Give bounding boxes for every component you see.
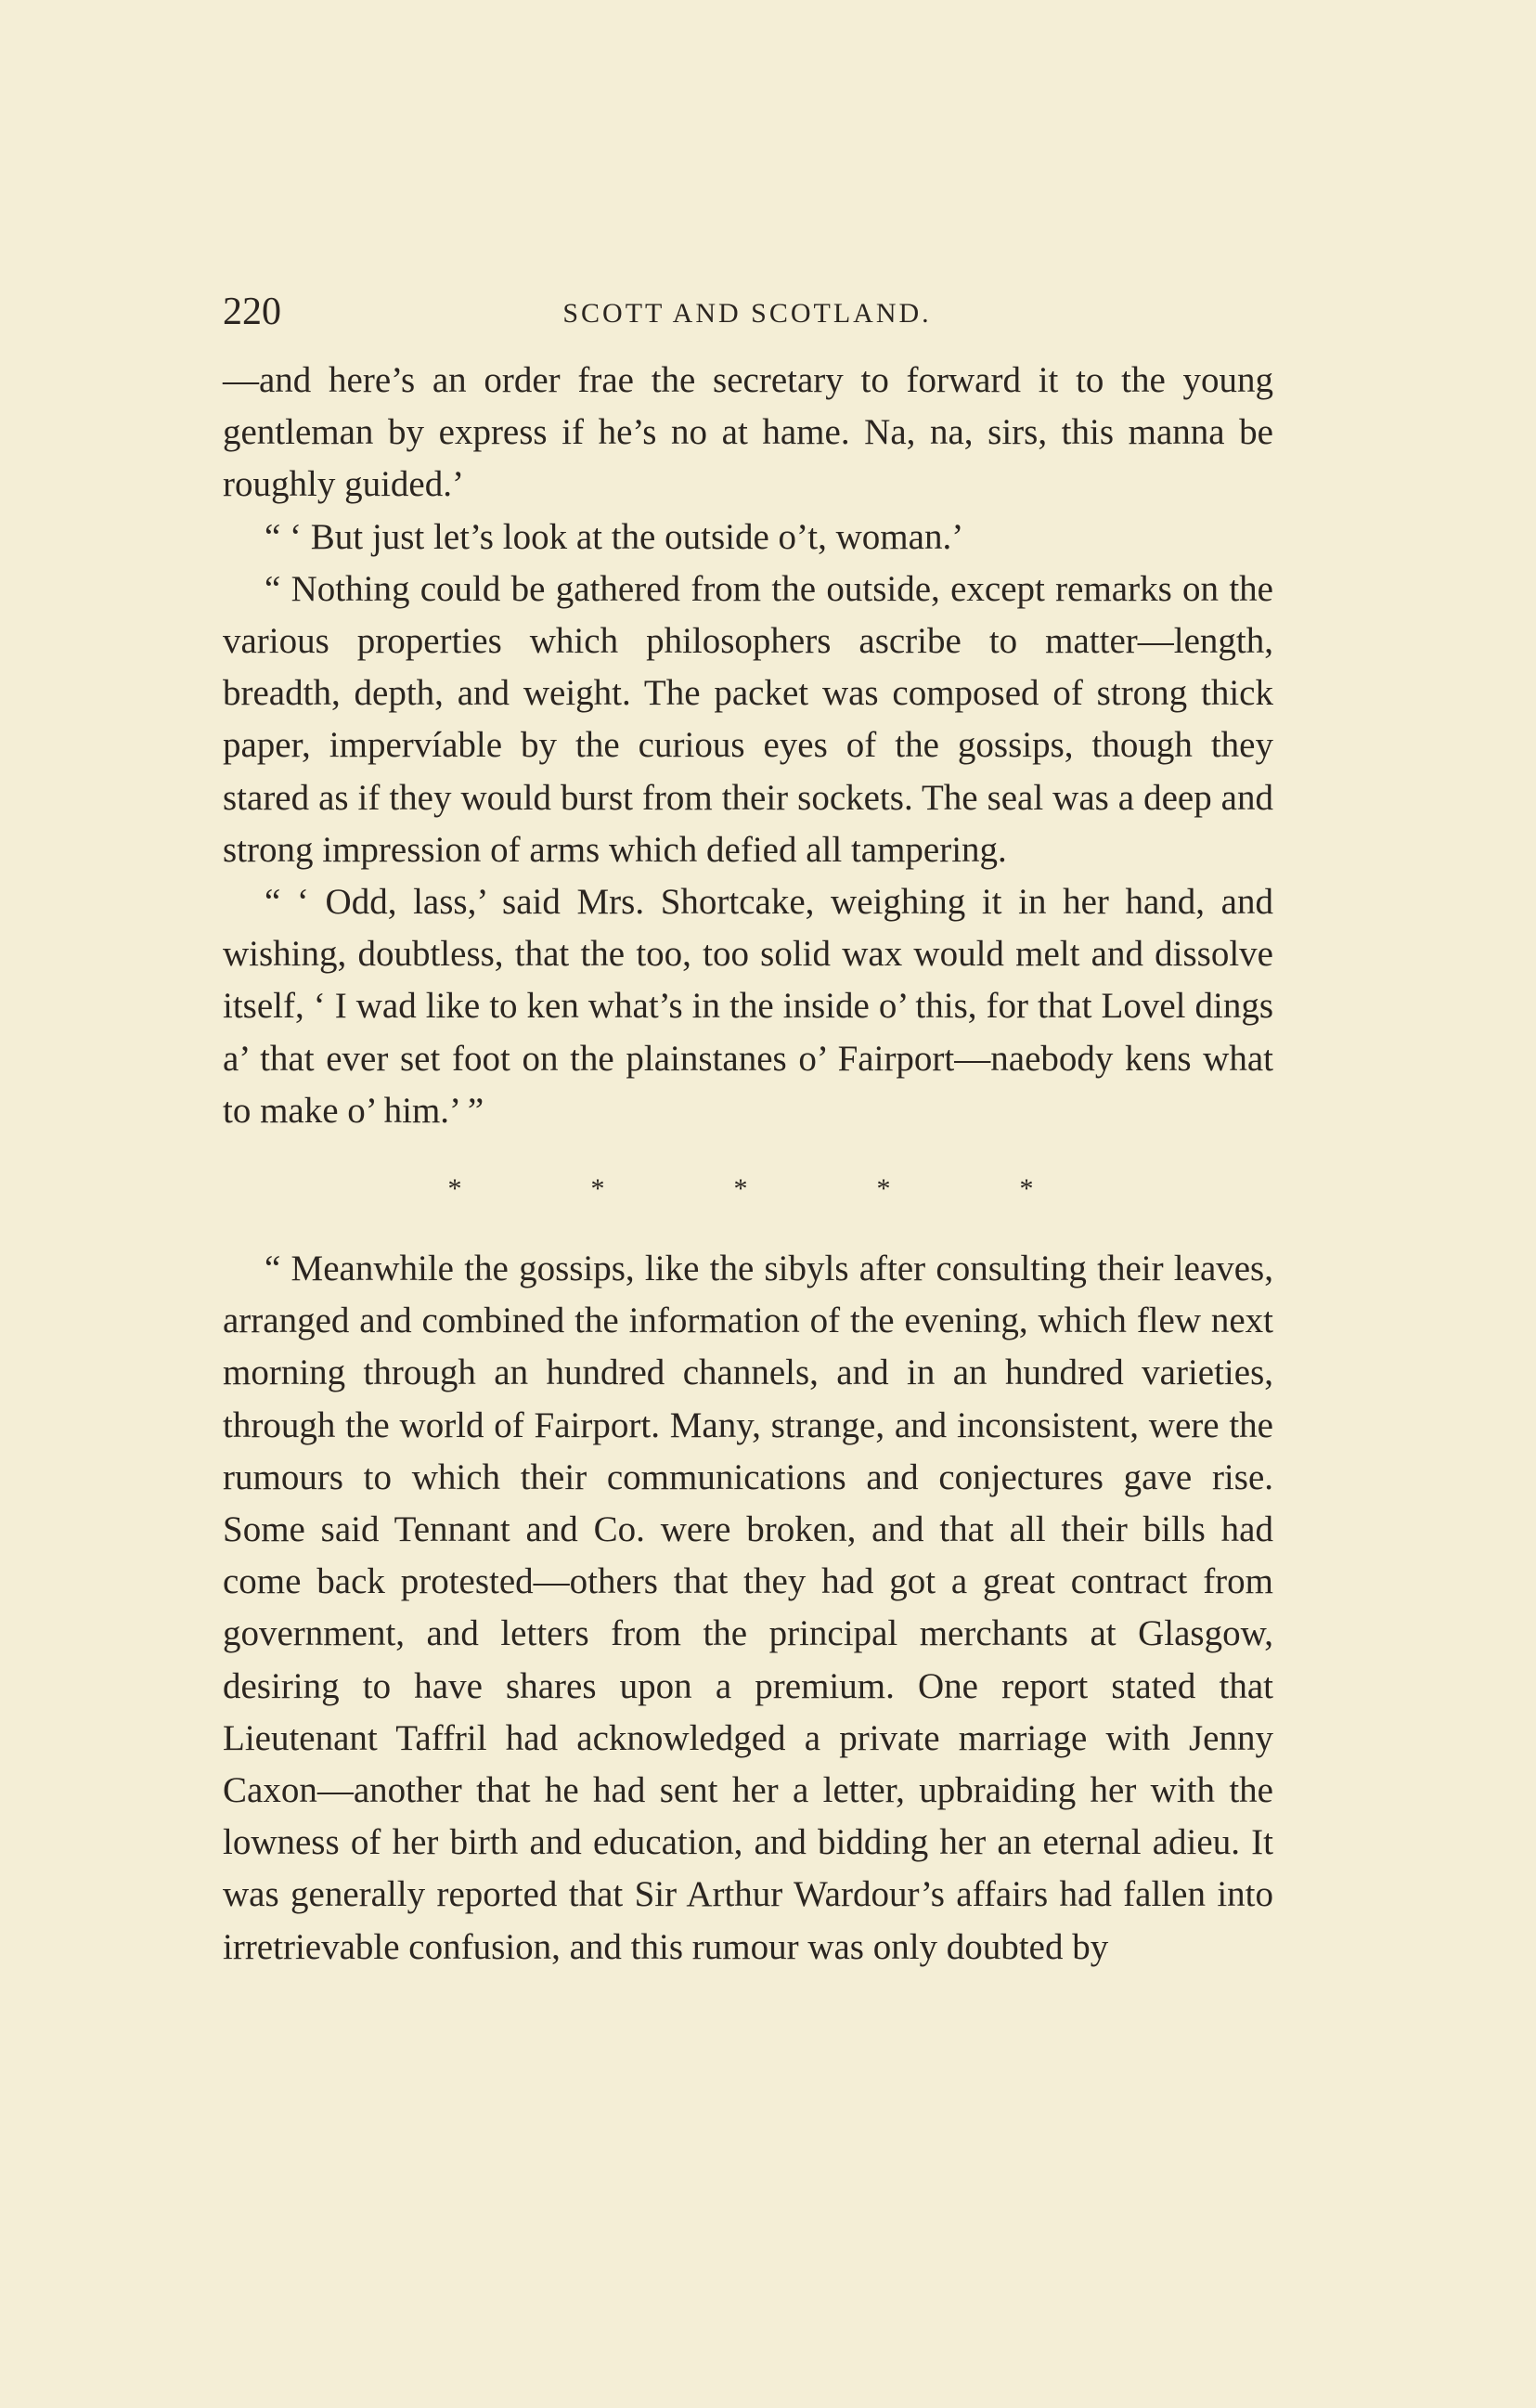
asterisk: *: [590, 1173, 605, 1205]
running-title: SCOTT AND SCOTLAND.: [562, 298, 932, 329]
asterisk: *: [876, 1173, 891, 1205]
paragraph: “ ‘ Odd, lass,’ said Mrs. Shortcake, weighing it in her hand, and wishing, doubtless, that the too, too solid wax would melt and dissolve itself, ‘ I wad like to ken what’s in the inside o’ this, for that Lovel dings a’ that ever set foot on the plainstanes o’ Fairport—naebody kens what to make o’ him.’ ”: [223, 882, 1273, 1131]
paragraph: “ Meanwhile the gossips, like the sibyls after consulting their leaves, arranged and combined the information of the evening, which flew next morning through an hundred channels, and in an hundred varieties, through the world of Fairport. Many, strange, and inconsistent, were the rumours to which their communications and conjectures gave rise. Some said Tennant and Co. were broken, and that all their bills had come back protested—others that they had got a great contract from government, and letters from the principal merchants at Glasgow, desiring to have shares upon a premium. One report stated that Lieutenant Taffril had acknowledged a private marriage with Jenny Caxon—another that he had sent her a letter, upbraiding her with the lowness of her birth and education, and bidding her an eternal adieu. It was generally reported that Sir Arthur Wardour’s affairs had fallen into irretrievable confusion, and this rumour was only doubted by: [223, 1249, 1273, 1967]
page-number: 220: [223, 291, 281, 333]
paragraph: “ Nothing could be gathered from the outside, except remarks on the various properties which philosophers ascribe to matter—length, breadth, depth, and weight. The packet was composed of strong thick paper, impervíable by the curious eyes of the gossips, though they stared as if they would burst from their sockets. The seal was a deep and strong impression of arms which defied all tampering.: [223, 568, 1273, 870]
body-text: [223, 355, 1273, 1974]
section-separator: [444, 1163, 1038, 1215]
asterisk: *: [1019, 1173, 1034, 1205]
asterisk: *: [733, 1173, 748, 1205]
page-header: [223, 284, 1271, 340]
paragraph: “ ‘ But just let’s look at the outside o’t, woman.’: [265, 516, 964, 557]
asterisk: *: [447, 1173, 462, 1205]
paragraph: —and here’s an order frae the secretary to forward it to the young gentleman by express if he’s no at hame. Na, na, sirs, this manna be roughly guided.’: [223, 360, 1273, 505]
